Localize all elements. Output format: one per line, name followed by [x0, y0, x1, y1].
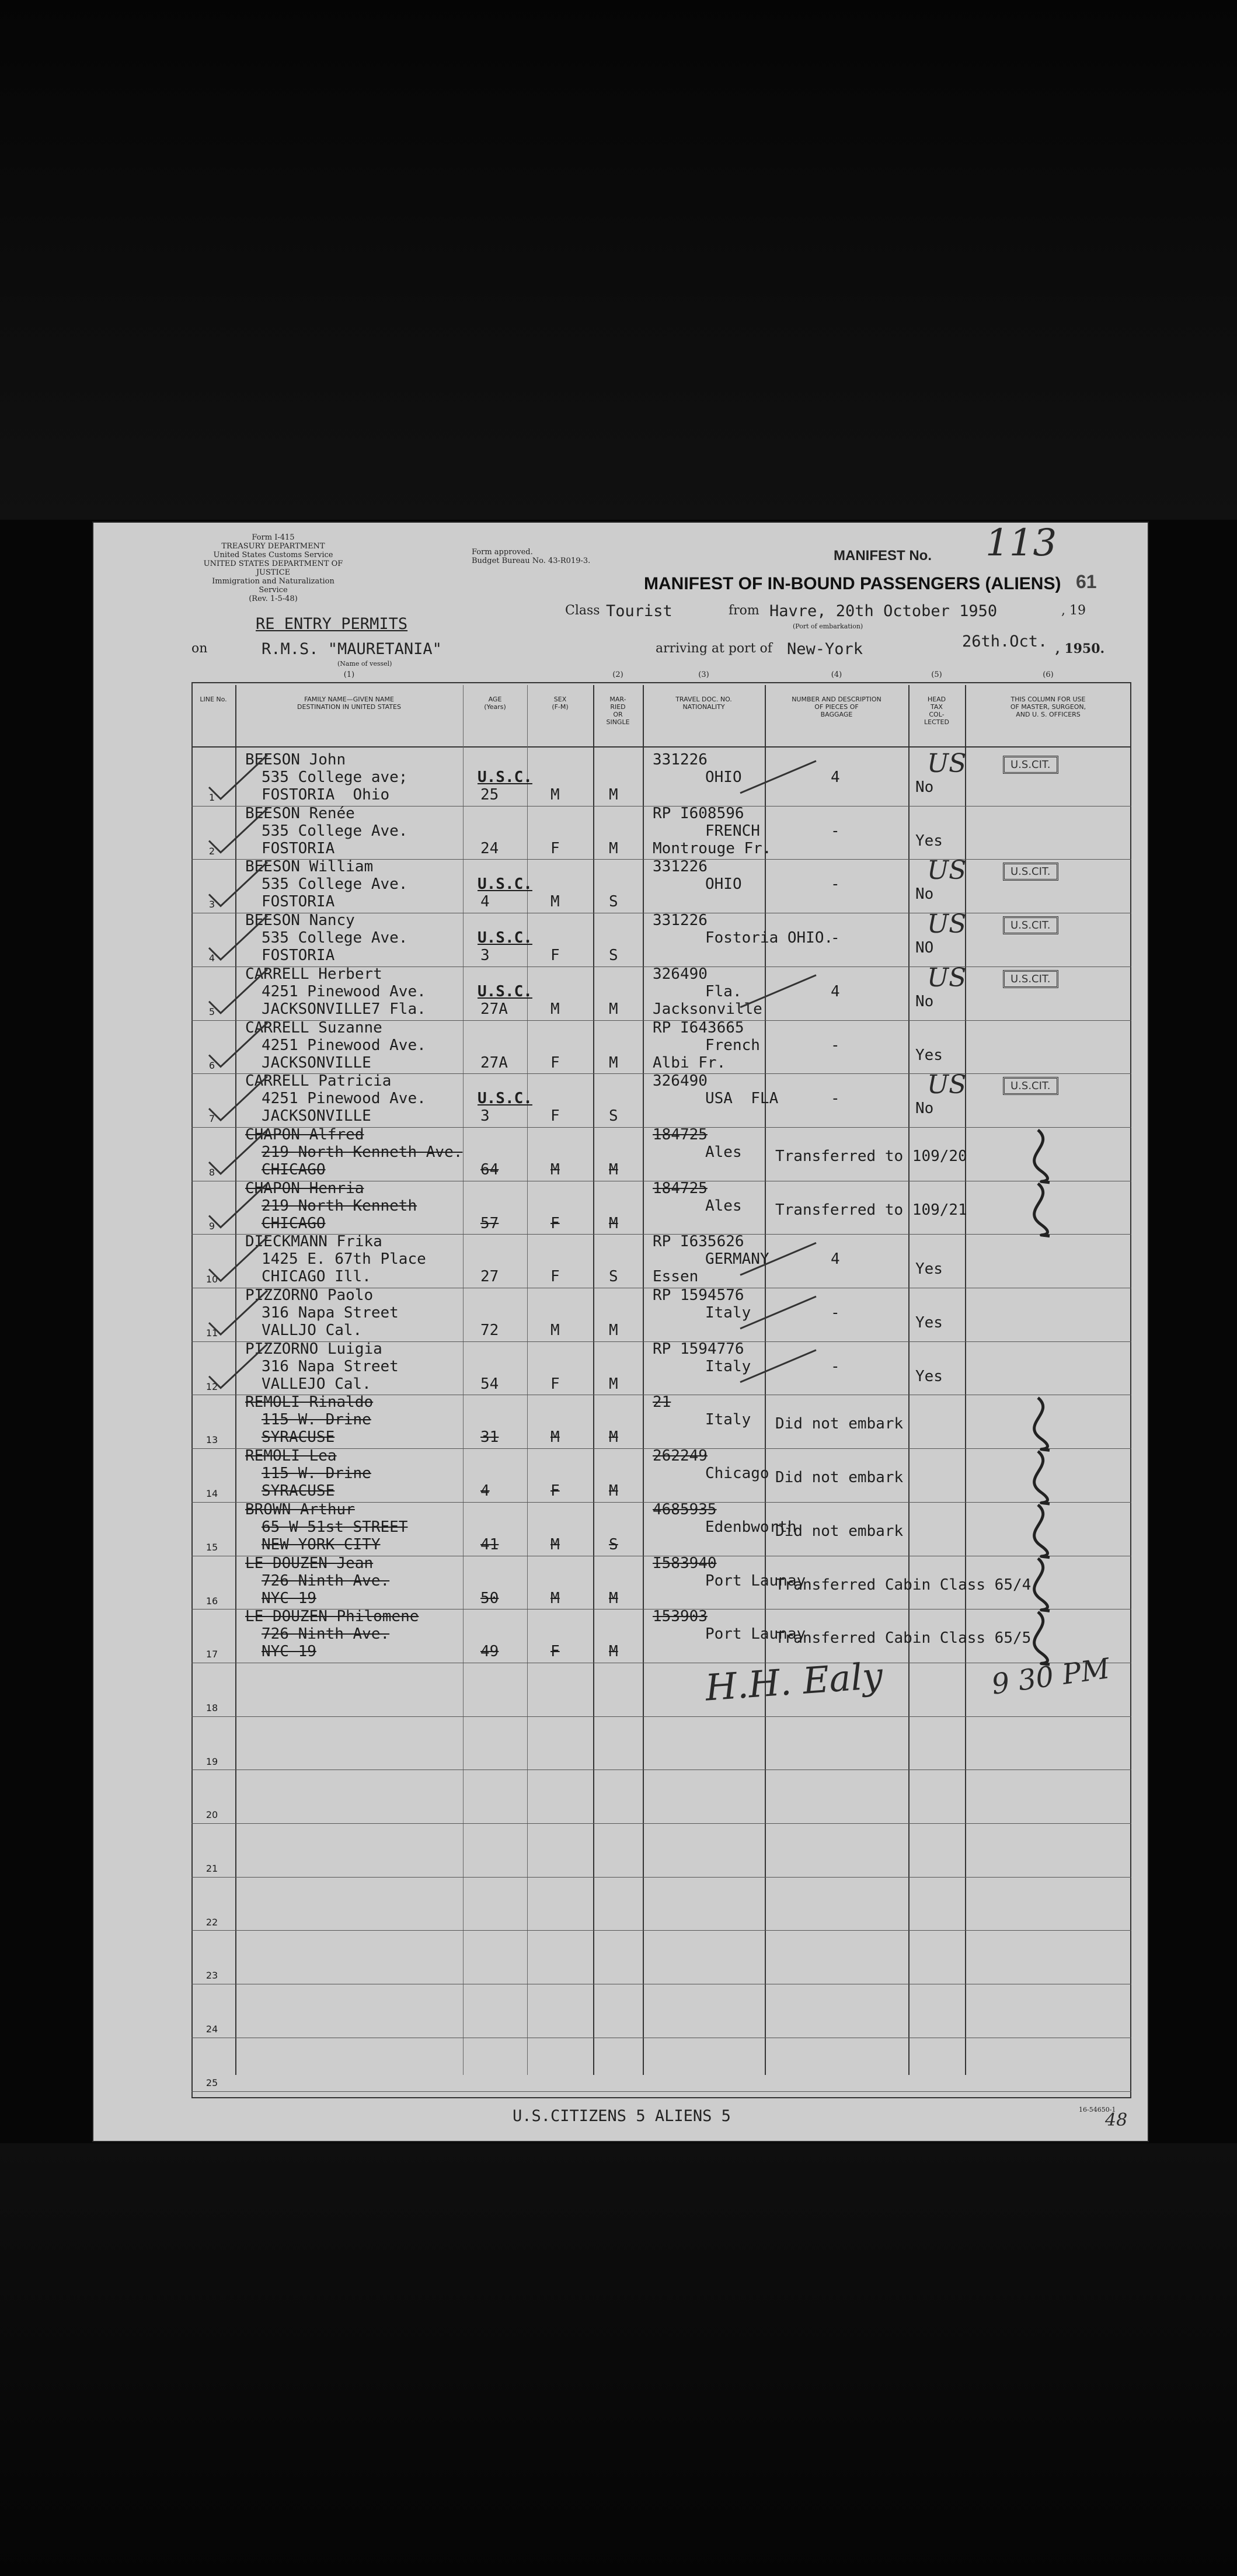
sex-value: F: [550, 1482, 560, 1500]
doj-label: UNITED STATES DEPARTMENT OF JUSTICE: [203, 559, 343, 577]
column-header: LINE No.: [200, 696, 227, 703]
marital-status: S: [609, 1107, 618, 1125]
nationality: Edenbworth: [705, 1518, 797, 1536]
vessel-name: R.M.S. "MAURETANIA": [262, 640, 442, 658]
age-value: 31: [480, 1428, 499, 1446]
row-rule: [191, 1716, 1131, 1717]
column-number: (1): [343, 670, 355, 679]
handwritten-us-mark: US: [927, 749, 967, 778]
manifest-number-handwritten: 113: [985, 522, 1057, 565]
address-line: 535 College ave;: [262, 769, 408, 786]
age-value: 72: [480, 1322, 499, 1339]
table-row: [92, 1020, 1149, 1074]
destination-city: VALLEJO Cal.: [262, 1375, 371, 1393]
travel-document: RP I635626: [653, 1233, 744, 1250]
transfer-note: Did not embark: [775, 1522, 904, 1540]
nationality: GERMANY: [705, 1250, 769, 1268]
age-value: 49: [480, 1643, 499, 1660]
row-rule: [191, 2091, 1131, 2092]
transfer-note: Transferred Cabin Class 65/4: [775, 1576, 1032, 1594]
passenger-name: PIZZORNO Paolo: [245, 1287, 374, 1304]
nationality: Port Launay: [705, 1572, 806, 1590]
travel-document: 262249: [653, 1447, 708, 1465]
address-line: 535 College Ave.: [262, 822, 408, 840]
marital-status: M: [609, 1000, 618, 1018]
signature-time: 9 30 PM: [989, 1652, 1112, 1701]
age-value: 57: [480, 1215, 499, 1232]
baggage-count: -: [831, 875, 840, 893]
head-tax: No: [915, 1100, 934, 1117]
column-number: (3): [698, 670, 709, 679]
age-value: 24: [480, 840, 499, 857]
row-rule: [191, 1930, 1131, 1931]
address-line: 535 College Ave.: [262, 929, 408, 947]
destination-city: SYRACUSE: [262, 1428, 335, 1446]
citizen-stamp: U.S.CIT.: [1003, 970, 1058, 988]
travel-document: 153903: [653, 1608, 708, 1625]
line-number: 12: [205, 1381, 218, 1392]
nationality: French: [705, 1037, 760, 1054]
handwritten-us-mark: US: [927, 909, 967, 939]
destination-city: FOSTORIA: [262, 947, 335, 964]
handwritten-us-mark: US: [927, 856, 967, 885]
marital-status: M: [609, 1482, 618, 1500]
arrival-port: New-York: [787, 640, 863, 658]
sex-value: M: [550, 1428, 560, 1446]
travel-document: 184725: [653, 1180, 708, 1197]
line-number: 17: [205, 1649, 218, 1660]
head-tax: No: [915, 993, 934, 1010]
marital-status: S: [609, 893, 618, 910]
head-tax: Yes: [915, 1368, 943, 1385]
marital-status: S: [609, 1268, 618, 1285]
column-number: (5): [931, 670, 942, 679]
empty-line-number: 19: [205, 1756, 218, 1767]
line-number: 2: [208, 846, 215, 857]
nationality: OHIO: [705, 875, 742, 893]
nationality: USA FLA: [705, 1090, 779, 1107]
travel-document: 331226: [653, 912, 708, 929]
birthplace: Jacksonville: [653, 1000, 762, 1018]
nationality: Port Launay: [705, 1625, 806, 1643]
line-number: 1: [208, 792, 215, 803]
address-line: 726 Ninth Ave.: [262, 1625, 390, 1643]
destination-city: FOSTORIA: [262, 840, 335, 857]
table-row: [92, 1395, 1149, 1448]
line-number: 13: [205, 1434, 218, 1445]
from-label: from: [729, 603, 759, 618]
passenger-name: CARRELL Patricia: [245, 1072, 392, 1090]
address-line: 219 North Kenneth Ave.: [262, 1143, 463, 1161]
head-tax: Yes: [915, 832, 943, 850]
on-label: on: [191, 641, 208, 656]
address-line: 4251 Pinewood Ave.: [262, 983, 426, 1000]
marital-status: M: [609, 1161, 618, 1179]
customs-service: United States Customs Service: [213, 551, 333, 559]
line-number: 11: [205, 1327, 218, 1339]
baggage-count: 4: [831, 983, 840, 1000]
nationality: Italy: [705, 1304, 751, 1322]
passenger-name: CHAPON Alfred: [245, 1126, 364, 1143]
age-value: 27A: [480, 1054, 508, 1072]
arrival-date: 26th.Oct.: [962, 632, 1048, 651]
marital-status: S: [609, 1536, 618, 1553]
line-number: 16: [205, 1595, 218, 1607]
travel-document: 331226: [653, 751, 708, 769]
line-number: 5: [208, 1006, 215, 1017]
baggage-count: -: [831, 1090, 840, 1107]
age-value: 25: [480, 786, 499, 804]
destination-city: JACKSONVILLE: [262, 1054, 371, 1072]
nationality: Ales: [705, 1143, 742, 1161]
form-number: Form I-415: [252, 533, 295, 542]
marital-status: S: [609, 947, 618, 964]
destination-city: CHICAGO Ill.: [262, 1268, 371, 1285]
destination-city: VALLJO Cal.: [262, 1322, 363, 1339]
head-tax: No: [915, 778, 934, 796]
passenger-name: REMOLI Lea: [245, 1447, 337, 1465]
column-header: FAMILY NAME—GIVEN NAME DESTINATION IN UNITED STATES: [297, 696, 401, 711]
address-line: 316 Napa Street: [262, 1304, 399, 1322]
passenger-name: CARRELL Suzanne: [245, 1019, 382, 1037]
citizen-stamp: U.S.CIT.: [1003, 863, 1058, 881]
table-row: [92, 1556, 1149, 1609]
ins-label: Immigration and Naturalization Service: [212, 577, 334, 595]
baggage-count: -: [831, 1037, 840, 1054]
address-line: 316 Napa Street: [262, 1358, 399, 1375]
table-row: [92, 1609, 1149, 1663]
table-row: [92, 806, 1149, 860]
address-line: 4251 Pinewood Ave.: [262, 1090, 426, 1107]
destination-city: JACKSONVILLE: [262, 1107, 371, 1125]
column-header: HEAD TAX COL- LECTED: [924, 696, 949, 726]
destination-city: CHICAGO: [262, 1161, 326, 1179]
address-line: 1425 E. 67th Place: [262, 1250, 426, 1268]
destination-city: SYRACUSE: [262, 1482, 335, 1500]
sex-value: F: [550, 1268, 560, 1285]
form-revision: (Rev. 1-5-48): [249, 595, 298, 603]
birthplace: Montrouge Fr.: [653, 840, 772, 857]
travel-document: 184725: [653, 1126, 708, 1143]
row-rule: [191, 1823, 1131, 1824]
baggage-count: 4: [831, 769, 840, 786]
birthplace: Albi Fr.: [653, 1054, 726, 1072]
travel-document: RP 1594576: [653, 1287, 744, 1304]
line-number: 8: [208, 1167, 215, 1178]
sex-value: F: [550, 1215, 560, 1232]
citizen-alien-summary: U.S.CITIZENS 5 ALIENS 5: [513, 2107, 731, 2125]
nationality: Fostoria OHIO.: [705, 929, 834, 947]
destination-city: JACKSONVILLE7 Fla.: [262, 1000, 426, 1018]
marital-status: M: [609, 786, 618, 804]
destination-city: FOSTORIA Ohio: [262, 786, 390, 804]
table-row: [92, 1234, 1149, 1288]
marital-status: M: [609, 1428, 618, 1446]
nationality: OHIO: [705, 769, 742, 786]
transfer-note: Did not embark: [775, 1469, 904, 1486]
travel-document: RP 1594776: [653, 1340, 744, 1358]
passenger-name: LE DOUZEN Philomene: [245, 1608, 419, 1625]
empty-line-number: 24: [205, 2024, 218, 2035]
reentry-permits: RE ENTRY PERMITS: [256, 615, 408, 633]
empty-line-number: 18: [205, 1702, 218, 1713]
treasury-dept: TREASURY DEPARTMENT: [221, 542, 325, 551]
passenger-name: BEESON Renée: [245, 805, 355, 822]
address-line: 4251 Pinewood Ave.: [262, 1037, 426, 1054]
passenger-name: CARRELL Herbert: [245, 965, 382, 983]
manifest-no-label: MANIFEST No.: [834, 548, 932, 564]
empty-line-number: 20: [205, 1809, 218, 1820]
handwritten-us-mark: US: [927, 963, 967, 993]
header-divider: [191, 746, 1131, 748]
scan-background-bottom: [0, 2143, 1237, 2576]
sex-value: M: [550, 1590, 560, 1607]
marital-status: M: [609, 1590, 618, 1607]
table-row: [92, 1181, 1149, 1235]
approved-label: Form approved.: [472, 548, 533, 557]
sex-value: M: [550, 1322, 560, 1339]
sex-value: M: [550, 1536, 560, 1553]
passenger-name: CHAPON Henria: [245, 1180, 364, 1197]
passenger-name: BROWN Arthur: [245, 1501, 355, 1518]
table-row: [92, 859, 1149, 913]
travel-document: 331226: [653, 858, 708, 875]
table-row: [92, 1073, 1149, 1127]
age-value: 3: [480, 1107, 490, 1125]
travel-document: 326490: [653, 965, 708, 983]
table-row: [92, 1288, 1149, 1341]
address-line: 65 W 51st STREET: [262, 1518, 408, 1536]
line-number: 6: [208, 1060, 215, 1071]
citizen-status: U.S.C.: [478, 1090, 532, 1107]
head-tax: Yes: [915, 1260, 943, 1278]
marital-status: M: [609, 840, 618, 857]
baggage-count: 4: [831, 1250, 840, 1268]
table-row: [92, 1127, 1149, 1181]
head-tax: Yes: [915, 1047, 943, 1064]
form-header-left: [197, 533, 349, 603]
age-value: 64: [480, 1161, 499, 1179]
handwritten-us-mark: US: [927, 1070, 967, 1100]
destination-city: NYC 19: [262, 1590, 316, 1607]
column-number: (6): [1043, 670, 1054, 679]
arriving-label: arriving at port of: [656, 641, 772, 656]
address-line: 726 Ninth Ave.: [262, 1572, 390, 1590]
passenger-name: BEESON Nancy: [245, 912, 355, 929]
transfer-note: Did not embark: [775, 1415, 904, 1433]
corner-number: 48: [1105, 2110, 1128, 2130]
row-rule: [191, 1877, 1131, 1878]
class-label: Class: [565, 603, 600, 618]
baggage-count: -: [831, 1358, 840, 1375]
column-header: AGE (Years): [484, 696, 506, 711]
destination-city: NEW YORK CITY: [262, 1536, 381, 1553]
age-value: 4: [480, 1482, 490, 1500]
empty-line-number: 21: [205, 1863, 218, 1874]
budget-number: Budget Bureau No. 43-R019-3.: [472, 557, 591, 565]
line-number: 7: [208, 1113, 215, 1124]
column-header: TRAVEL DOC. NO. NATIONALITY: [675, 696, 732, 711]
age-value: 27: [480, 1268, 499, 1285]
baggage-count: -: [831, 1304, 840, 1322]
line-number: 15: [205, 1542, 218, 1553]
manifest-title: MANIFEST OF IN-BOUND PASSENGERS (ALIENS): [644, 574, 1061, 593]
travel-document: I583940: [653, 1555, 717, 1572]
table-row: [92, 1341, 1149, 1395]
passenger-name: PIZZORNO Luigia: [245, 1340, 382, 1358]
travel-document: 326490: [653, 1072, 708, 1090]
scan-background-top: [0, 0, 1237, 520]
table-row: [92, 967, 1149, 1020]
age-value: 27A: [480, 1000, 508, 1018]
nationality: Fla.: [705, 983, 742, 1000]
age-value: 50: [480, 1590, 499, 1607]
age-value: 41: [480, 1536, 499, 1553]
embarkation: Havre, 20th October 1950: [769, 602, 998, 620]
birthplace: Essen: [653, 1268, 699, 1285]
passenger-name: LE DOUZEN Jean: [245, 1555, 374, 1572]
passenger-name: DIECKMANN Frika: [245, 1233, 382, 1250]
vessel-note: (Name of vessel): [337, 660, 392, 668]
column-header: MAR- RIED OR SINGLE: [606, 696, 630, 726]
citizen-status: U.S.C.: [478, 769, 532, 786]
empty-line-number: 22: [205, 1917, 218, 1928]
sex-value: M: [550, 786, 560, 804]
head-tax: NO: [915, 939, 934, 957]
head-tax: No: [915, 885, 934, 903]
citizen-status: U.S.C.: [478, 983, 532, 1000]
marital-status: M: [609, 1375, 618, 1393]
citizen-stamp: U.S.CIT.: [1003, 916, 1058, 934]
destination-city: CHICAGO: [262, 1215, 326, 1232]
sex-value: F: [550, 840, 560, 857]
baggage-count: -: [831, 822, 840, 840]
port-note: (Port of embarkation): [793, 623, 863, 630]
travel-document: RP I643665: [653, 1019, 744, 1037]
column-header: NUMBER AND DESCRIPTION OF PIECES OF BAGGAGE: [792, 696, 881, 718]
transfer-note: Transferred to 109/20: [775, 1148, 967, 1165]
marital-status: M: [609, 1643, 618, 1660]
column-number: (4): [831, 670, 842, 679]
empty-line-number: 23: [205, 1970, 218, 1981]
destination-city: FOSTORIA: [262, 893, 335, 910]
manifest-page: [92, 522, 1149, 2142]
nationality: Chicago: [705, 1465, 769, 1482]
citizen-stamp: U.S.CIT.: [1003, 756, 1058, 774]
form-approval: [472, 548, 590, 565]
citizen-status: U.S.C.: [478, 929, 532, 947]
citizen-status: U.S.C.: [478, 875, 532, 893]
baggage-count: -: [831, 929, 840, 947]
sex-value: F: [550, 1107, 560, 1125]
line-number: 14: [205, 1488, 218, 1499]
address-line: 115 W. Drine: [262, 1465, 371, 1482]
sex-value: F: [550, 1375, 560, 1393]
citizen-stamp: U.S.CIT.: [1003, 1077, 1058, 1095]
officer-signature: H.H. Ealy: [703, 1654, 884, 1709]
sex-value: F: [550, 947, 560, 964]
column-header: SEX (F-M): [552, 696, 569, 711]
line-number: 4: [208, 952, 215, 964]
table-row: [92, 1502, 1149, 1556]
travel-document: 21: [653, 1393, 671, 1411]
address-line: 535 College Ave.: [262, 875, 408, 893]
nationality: Ales: [705, 1197, 742, 1215]
passenger-name: BEESON William: [245, 858, 374, 875]
transfer-note: Transferred to 109/21: [775, 1201, 967, 1219]
class-value: Tourist: [606, 602, 672, 620]
sex-value: F: [550, 1054, 560, 1072]
line-number: 9: [208, 1221, 215, 1232]
travel-document: 4685935: [653, 1501, 717, 1518]
travel-document: RP I608596: [653, 805, 744, 822]
age-value: 3: [480, 947, 490, 964]
head-tax: Yes: [915, 1314, 943, 1332]
table-row: [92, 752, 1149, 806]
column-header: THIS COLUMN FOR USE OF MASTER, SURGEON, AND U. S. OFFICERS: [1010, 696, 1086, 718]
line-number: 10: [205, 1274, 218, 1285]
sex-value: F: [550, 1643, 560, 1660]
arrival-year: , 1950.: [1055, 641, 1105, 656]
column-number: (2): [612, 670, 623, 679]
nationality: Italy: [705, 1411, 751, 1428]
nationality: FRENCH: [705, 822, 760, 840]
line-number: 3: [208, 899, 215, 910]
year-suffix: , 19: [1061, 603, 1086, 618]
passenger-name: BEESON John: [245, 751, 346, 769]
form-print-code: 16-54650-1: [1079, 2106, 1116, 2113]
address-line: 219 North Kenneth: [262, 1197, 417, 1215]
table-row: [92, 913, 1149, 967]
table-row: [92, 1448, 1149, 1502]
age-value: 54: [480, 1375, 499, 1393]
sex-value: M: [550, 1000, 560, 1018]
destination-city: NYC 19: [262, 1643, 316, 1660]
nationality: Italy: [705, 1358, 751, 1375]
marital-status: M: [609, 1215, 618, 1232]
sex-value: M: [550, 893, 560, 910]
sex-value: M: [550, 1161, 560, 1179]
marital-status: M: [609, 1054, 618, 1072]
marital-status: M: [609, 1322, 618, 1339]
transfer-note: Transferred Cabin Class 65/5: [775, 1629, 1032, 1647]
passenger-name: REMOLI Rinaldo: [245, 1393, 374, 1411]
empty-line-number: 25: [205, 2077, 218, 2088]
page-number: 61: [1076, 571, 1097, 592]
address-line: 115 W. Drine: [262, 1411, 371, 1428]
age-value: 4: [480, 893, 490, 910]
